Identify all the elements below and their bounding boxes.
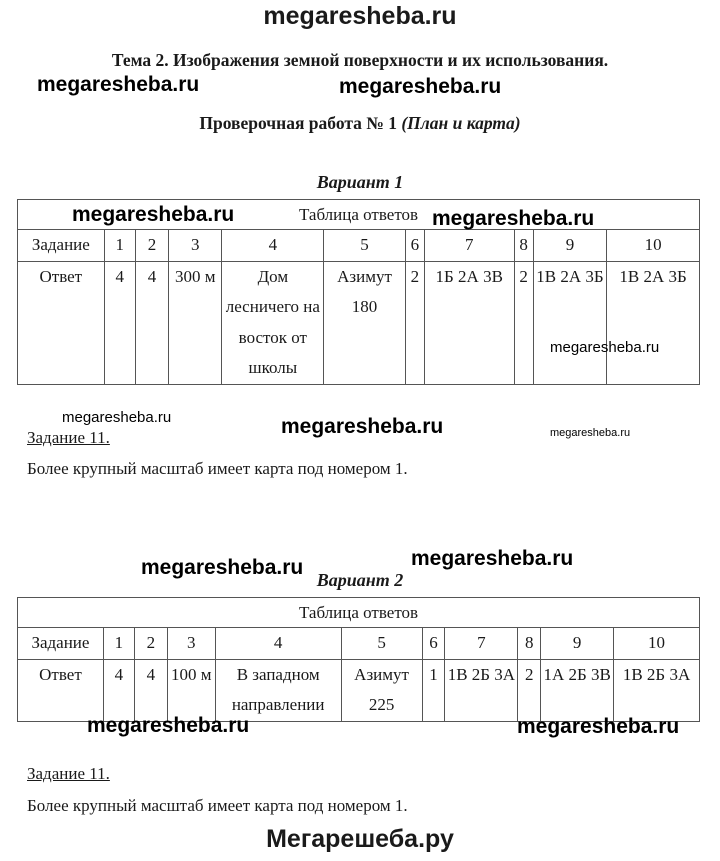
task-number-cell: 7 [445, 628, 518, 660]
answer-row [18, 659, 700, 721]
watermark: megaresheba.ru [517, 715, 680, 738]
answer-cell: 2 [518, 659, 541, 721]
answer-cell: 100 м [167, 659, 215, 721]
task-number-cell: 8 [514, 230, 533, 262]
topic-title: Тема 2. Изображения земной поверхности и их использования. [111, 50, 609, 70]
task-number-cell: 6 [422, 628, 445, 660]
answer-cell: 300 м [169, 261, 222, 384]
answer-cell: 1Б 2А 3В [424, 261, 514, 384]
watermark: megaresheba.ru [141, 556, 304, 579]
watermark: megaresheba.ru [62, 409, 172, 426]
watermark: megaresheba.ru [87, 714, 250, 737]
task-number-cell: 1 [103, 628, 134, 660]
answer-cell: 1В 2А 3Б [607, 261, 700, 384]
work-title-main: Проверочная работа № 1 [199, 113, 402, 133]
watermark: megaresheba.ru [550, 339, 660, 356]
task-number-cell: 6 [405, 230, 424, 262]
table-caption: Таблица ответов [18, 200, 700, 230]
watermark: megaresheba.ru [432, 207, 595, 230]
watermark: megaresheba.ru [37, 73, 200, 96]
variant-2-task-11-label: Задание 11. [27, 764, 110, 783]
watermark: megaresheba.ru [72, 203, 235, 226]
task-number-cell: 2 [134, 628, 167, 660]
answer-cell: 1А 2Б 3В [541, 659, 614, 721]
answer-cell: 2 [514, 261, 533, 384]
task-number-cell: 4 [222, 230, 324, 262]
variant-1-task-11-answer: Более крупный масштаб имеет карта под номером 1. [27, 459, 408, 478]
answer-cell: 1В 2А 3Б [533, 261, 607, 384]
answer-cell: 1В 2Б 3А [445, 659, 518, 721]
variant-2-answer-table [17, 597, 700, 722]
watermark: megaresheba.ru [281, 415, 444, 438]
answer-cell: 4 [134, 659, 167, 721]
answer-cell: В западном направлении [215, 659, 341, 721]
variant-1-task-11-label: Задание 11. [27, 428, 110, 447]
variant-2-task-11-answer: Более крупный масштаб имеет карта под номером 1. [27, 796, 408, 815]
task-number-row [18, 628, 700, 660]
row-header-task: Задание [18, 628, 104, 660]
task-number-cell: 4 [215, 628, 341, 660]
task-number-cell: 3 [169, 230, 222, 262]
task-number-row [18, 230, 700, 262]
task-number-cell: 10 [614, 628, 700, 660]
watermark: megaresheba.ru [411, 547, 574, 570]
answer-cell: Азимут 180 [324, 261, 406, 384]
variant-1-title: Вариант 1 [316, 172, 404, 192]
row-header-task: Задание [18, 230, 105, 262]
work-title [0, 113, 720, 134]
answer-cell: 1 [422, 659, 445, 721]
answer-cell: Дом лесничего на восток от школы [222, 261, 324, 384]
answer-cell: 1В 2Б 3А [614, 659, 700, 721]
footer-brand: Мегарешеба.ру [266, 825, 454, 853]
task-number-cell: 5 [324, 230, 406, 262]
row-header-answer: Ответ [18, 659, 104, 721]
answer-cell: 2 [405, 261, 424, 384]
answer-cell: 4 [135, 261, 168, 384]
variant-2-title: Вариант 2 [316, 570, 404, 590]
watermark: megaresheba.ru [339, 75, 502, 98]
site-title: megaresheba.ru [263, 2, 457, 30]
task-number-cell: 1 [104, 230, 135, 262]
work-title-subtitle: (План и карта) [401, 113, 521, 133]
answer-cell: 4 [103, 659, 134, 721]
table-caption: Таблица ответов [18, 598, 700, 628]
task-number-cell: 2 [135, 230, 168, 262]
task-number-cell: 3 [167, 628, 215, 660]
answer-cell: Азимут 225 [341, 659, 422, 721]
task-number-cell: 10 [607, 230, 700, 262]
answer-row [18, 261, 700, 384]
task-number-cell: 9 [533, 230, 607, 262]
task-number-cell: 9 [541, 628, 614, 660]
watermark: megaresheba.ru [550, 427, 631, 439]
task-number-cell: 5 [341, 628, 422, 660]
answer-cell: 4 [104, 261, 135, 384]
task-number-cell: 7 [424, 230, 514, 262]
task-number-cell: 8 [518, 628, 541, 660]
row-header-answer: Ответ [18, 261, 105, 384]
